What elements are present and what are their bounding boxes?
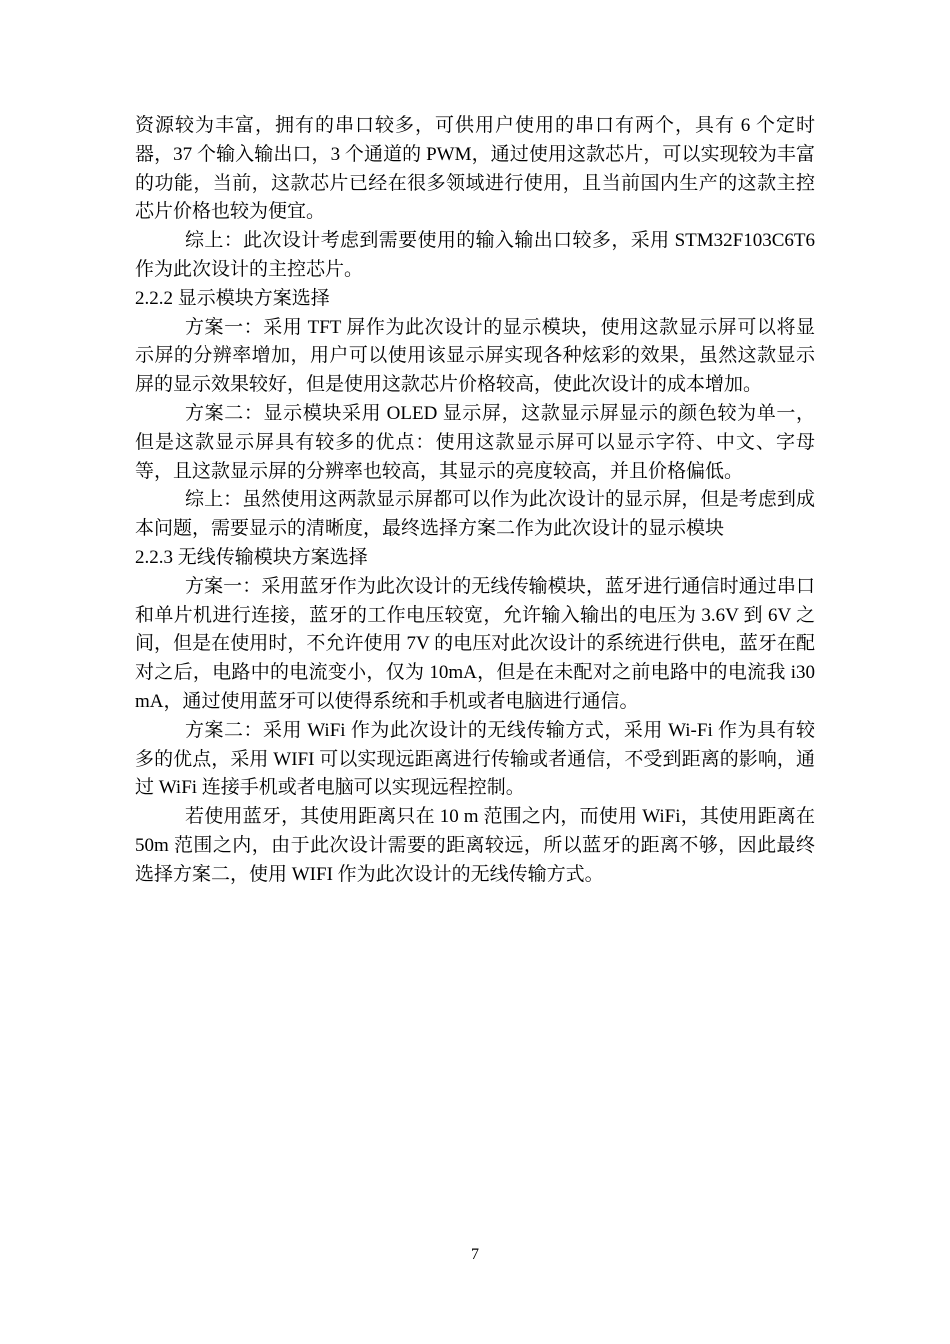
section-heading-2-2-3: 2.2.3 无线传输模块方案选择: [135, 546, 368, 568]
paragraph-wireless-conclusion: 若使用蓝牙，其使用距离只在 10 m 范围之内，而使用 WiFi，其使用距离在 50m 范围之内，由于此次设计需要的距离较远，所以蓝牙的距离不够，因此最终选择方案二，使用 WIFI 作为此次设计的无线传输方式。: [135, 806, 815, 885]
paragraph-display-option-2-oled: 方案二：显示模块采用 OLED 显示屏，这款显示屏显示的颜色较为单一，但是这款显示屏具有较多的优点：使用这款显示屏可以显示字符、中文、字母等，且这款显示屏的分辨率也较高，其显示的亮度较高，并且价格偏低。: [135, 402, 815, 482]
paragraph-display-conclusion: 综上：虽然使用这两款显示屏都可以作为此次设计的显示屏，但是考虑到成本问题，需要显示的清晰度，最终选择方案二作为此次设计的显示模块: [135, 489, 815, 540]
paragraph-wireless-option-2-wifi: 方案二：采用 WiFi 作为此次设计的无线传输方式，采用 Wi-Fi 作为具有较多的优点，采用 WIFI 可以实现远距离进行传输或者通信，不受到距离的影响，通过 WiFi 连接手机或者电脑可以实现远程控制。: [135, 719, 815, 799]
paragraph-mcu-features-continuation: 资源较为丰富，拥有的串口较多，可供用户使用的串口有两个，具有 6 个定时器，37 个输入输出口，3 个通道的 PWM，通过使用这款芯片，可以实现较为丰富的功能，当前，这款芯片已经在很多领域进行使用，且当前国内生产的这款主控芯片价格也较为便宜。: [135, 115, 815, 223]
page-number: 7: [471, 1246, 479, 1263]
paragraph-display-option-1-tft: 方案一：采用 TFT 屏作为此次设计的显示模块，使用这款显示屏可以将显示屏的分辨率增加，用户可以使用该显示屏实现各种炫彩的效果，虽然这款显示屏的显示效果较好，但是使用这款芯片价格较高，使此次设计的成本增加。: [135, 316, 815, 396]
page-footer: [0, 1245, 950, 1265]
paragraph-mcu-conclusion: 综上：此次设计考虑到需要使用的输入输出口较多，采用 STM32F103C6T6 作为此次设计的主控芯片。: [135, 230, 815, 280]
paragraph-wireless-option-1-bluetooth: 方案一：采用蓝牙作为此次设计的无线传输模块，蓝牙进行通信时通过串口和单片机进行连接，蓝牙的工作电压较宽，允许输入输出的电压为 3.6V 到 6V 之间，但是在使用时，不允许使用 7V 的电压对此次设计的系统进行供电，蓝牙在配对之后，电路中的电流变小，仅为 10mA，但是在未配对之前电路中的电流我 i30mA，通过使用蓝牙可以使得系统和手机或者电脑进行通信。: [135, 575, 815, 712]
document-body: [135, 112, 815, 890]
section-heading-2-2-2: 2.2.2 显示模块方案选择: [135, 287, 330, 309]
